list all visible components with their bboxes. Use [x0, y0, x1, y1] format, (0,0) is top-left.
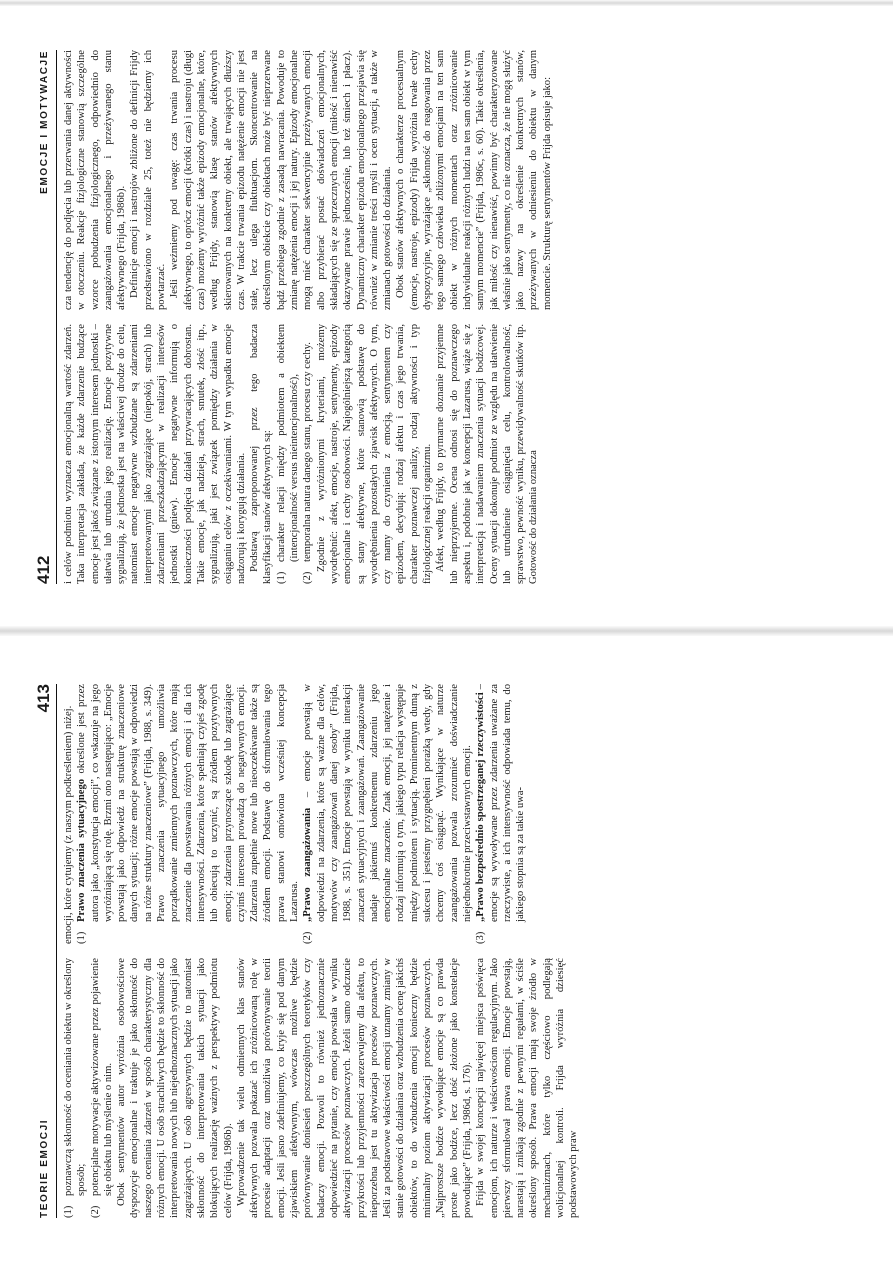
book-page-413 — [0, 640, 893, 1262]
book-gutter — [0, 626, 893, 636]
text-columns — [62, 684, 859, 1218]
list-item-number: (3) — [475, 931, 487, 944]
page-sheet — [34, 684, 859, 1218]
list-item-number: (1) — [63, 1205, 74, 1218]
list-item — [474, 684, 527, 944]
list-item-text — [89, 958, 116, 1196]
list-item — [89, 958, 116, 1218]
list-item — [301, 684, 474, 944]
list-item-body: potencjalne motywacje aktywizowane przez pojawienie się obiektu lub myślenie o nim. — [89, 958, 114, 1196]
page-number: 412 — [34, 555, 53, 584]
list-item-text — [301, 324, 314, 562]
list-item — [301, 324, 314, 584]
list-item-text — [275, 324, 302, 562]
book-page-412 — [0, 6, 893, 628]
list-item — [75, 684, 301, 944]
paragraph: Wprowadzenie tak wielu odmiennych klas stanów afektywnych pozwala pokazać ich zróżnicowaną rolę w procesie adaptacji oraz umożliwia porównywanie teorii emocji. Jeśli jasno zdefiniujemy, co kryje się pod danym zjawiskiem afektywnym, wówczas możliwe będzie porównywanie doniesień poszczególnych teoretyków czy badaczy emocji. Pozwoli to również jednoznacznie odpowiedzieć na pytanie, czy emocja powstała w wyniku aktywizacji procesów poznawczych. Jeżeli samo odczucie przykrości lub przyjemności zarezerwujemy dla afektu, to nieporzebna jest tu aktywizacja procesów poznawczych. Jeśli za podstawowe właściwości emocji uznamy zmiany w stanie gotowości do działania oraz wzbudzenia ocenę jakichś obiektów, to do wzbudzenia emocji konieczny będzie minimalny poziom aktywizacji procesów poznawczych. „Najprostsze bodźce wywołujące emocje są co prawda proste jako bodźce, lecz dość złożone jako konstelacje powodujące” (Frijda, 1986d, s. 176). — [235, 958, 473, 1218]
text-column-right — [62, 684, 859, 944]
list-item-number: (1) — [76, 931, 88, 944]
law-name: Prawo znaczenia sytuacyjnego — [76, 778, 88, 922]
list-item-body: – emocje są wywoływane przez zdarzenia uważane za rzeczywiste, a ich intensywność odpowiada temu, do jakiego stopnia są za takie uwa- — [475, 684, 527, 922]
text-column-right — [62, 50, 859, 310]
list-item-number: (2) — [89, 1205, 101, 1218]
list-item-text — [75, 684, 301, 922]
page-number: 413 — [34, 684, 53, 713]
list-item-number: (2) — [302, 571, 314, 584]
paragraph: cza tendencję do podjęcia lub przerwania danej aktywności w otoczeniu. Reakcje fizjologiczne stanowią szczególne wzorce pobudzenia fizjologicznego, odpowiednio do zaangażowania emocjonalnego i przeżywanego stanu afektywnego (Frijda, 1986b). — [63, 50, 128, 310]
running-head — [34, 684, 57, 1218]
law-name: „Prawo bezpośrednio spostrzeganej rzeczywistości — [475, 692, 487, 922]
paragraph: Obok sentymentów autor wyróżnia osobowościowe dyspozycje emocjonalne i traktuje je jako skłonność do naszego oceniania zdarzeń w sposób charakterystyczny dla różnych emocji. U osób strachliwych będzie to skłonność do interpretowania nowych lub niejednoznacznych sytuacji jako zagrażających. U osób agresywnych będzie to natomiast skłonność do interpretowania takich sytuacji jako blokujących realizację ważnych z perspektywy podmiotu celów (Frijda, 1986b). — [116, 958, 234, 1218]
page-sheet — [34, 50, 859, 584]
law-name: „Prawo zaangażowania — [302, 807, 314, 922]
paragraph: Podstawą zaproponowanej przez tego badacza klasyfikacji stanów afektywnych są: — [249, 324, 274, 584]
list-item-number: (1) — [275, 571, 287, 584]
paragraph: Jeśli weźmiemy pod uwagę: czas trwania procesu afektywnego, to oprócz emocji (krótki czas) i nastroju (długi czas) możemy wyróżnić także epizody emocjonalne, które, według Frijdy, stanowią klasę stanów afektywnych skierowanych na konkretny obiekt, ale trwających dłuższy czas. W trakcie trwania epizodu natężenie emocji nie jest stałe, lecz ulega fluktuacjom. Skoncentrowanie na określonym obiekcie czy obiektach może być nieprzerwane bądź przebiega zgodnie z zasadą nawracania. Powoduje to zmianę natężenia emocji i jej natury. Epizody emocjonalne mogą mieć charakter sekwencyjnie przeżywanych emocji albo przybierać postać doświadczeń emocjonalnych, składających się ze sprzecznych emocji (miłość i nienawiść okazywane prawie jednocześnie, lub też śmiech i płacz). Dynamiczny charakter epizodu emocjonalnego przejawia się również w zmianie treści myśli i ocen sytuacji, a także w zmianach gotowości do działania. — [169, 50, 394, 310]
paragraph: Afekt, według Frijdy, to pyrmarne doznanie przyjemne lub nieprzyjemne. Ocena odnosi się do poznawczego aspektu i, podobnie jak w koncepcji Lazarusa, wiąże się z interpretacją i nadawaniem znaczenia sytuacji bodźcowej. Oceny sytuacji dokonuje podmiot ze względu na ułatwienie lub utrudnienie osiągnięcia celu, kontrolowalność, sprawstwo, pewność wyniku, przewidywalność skutków itp. Gotowość do działania oznacza — [435, 324, 540, 584]
rotated-page-content — [0, 6, 893, 628]
list-item-body: – emocje powstają w odpowiedzi na zdarzenia, które są ważne dla celów, motywów czy zaangażowań danej osoby” (Frijda, 1988, s. 351). Emocje powstają w wyniku interakcji znaczeń sytuacyjnych i zaangażowań. Zaangażowanie nadaje jakiemuś konkretnemu zdarzeniu jego emocjonalne znaczenie. Znak emocji, jej natężenie i rodzaj informują o tym, jakiego typu relacja występuje między podmiotem i sytuacją. Prominentnym dumą z sukcesu i jesteśmy przygnębieni porażką wtedy, gdy chcemy coś osiągnąć. Wynikające w naturze zaangażowania pozwala zrozumieć doświadczanie niejednokrotnie przeciwstawnych emocji. — [302, 684, 473, 922]
list-item — [275, 324, 302, 584]
list-item-body: charakter relacji między podmiotem a obiektem (intencjonalność versus nieintencjonalność), — [275, 324, 301, 562]
running-head — [34, 50, 57, 584]
paragraph: Frijda w swojej koncepcji najwięcej miejsca poświęca emocjom, ich naturze i właściwościom regulacyjnym. Jako pierwszy sformułował prawa emocji. Emocje powstają, narastają i znikają zgodnie z pewnymi regułami, w ściśle określony sposób. Prawa emocji mają swoje źródło w mechanizmach, które tylko częściowo podlegają wolicjonalnej kontroli. Frijda wyróżnia dziesięć podstawowych praw — [475, 958, 580, 1218]
list-item-body: określone jest przez autora jako „konstytucja emocji”, co wskazuje na jego wyróżniającą się rolę. Brzmi ono następująco: „Emocje powstają jako odpowiedź na strukturę znaczeniowe danych sytuacji; różne emocje powstają w odpowiedzi na różne struktury znaczeniowe” (Frijda, 1988, s. 349). Prawo znaczenia sytuacyjnego umożliwia porządkowanie zmiennych poznawczych, które mają znaczenie dla powstawania różnych emocji i dla ich intensywności. Zdarzenia, które spełniają czyjeś zgodę lub obiecują to uczynić, są źródłem pozytywnych emocji; zdarzenia przynoszące szkodę lub zagrażające czyimś interesom prowadzą do negatywnych emocji. Zdarzenia zupełnie nowe lub nieoczekiwane także są źródłem emocji. Podstawę do sformułowania tego prawa stanowi omówiona wcześniej koncepcja Lazarusa. — [76, 684, 301, 922]
paragraph: Definicje emocji i nastrojów zbliżone do definicji Frijdy przedstawiono w rozdziale 25, toteż nie będziemy ich powtarzać. — [129, 50, 168, 310]
running-title: EMOCJE I MOTYWACJE — [39, 50, 50, 194]
list-item — [62, 958, 89, 1218]
list-item-text — [301, 684, 474, 922]
list-item-text — [474, 684, 527, 922]
running-title: TEORIE EMOCJI — [39, 1118, 50, 1218]
list-item-body: temporalna natura danego stanu, procesu czy cechy. — [302, 342, 314, 562]
list-item-text — [62, 958, 89, 1196]
list-item-body: poznawczą skłonność do oceniania obiektu w określony sposób; — [63, 958, 88, 1196]
text-columns — [62, 50, 859, 584]
paragraph: Zgodnie z wyróżnionymi kryteriami, możemy wyodrębnić: afekt, emocje, nastroje, sentymenty, epizody emocjonalne i cechy osobowości. Najogólniejszą kategorią są stany afektywne, które stanowią podstawę do wyodrębnienia pozostałych zjawisk afektywnych. O tym, czy mamy do czynienia z emocją, sentymentem czy epizodem, decydują: rodzaj afektu i czas jego trwania, charakter poznawczej analizy, rodzaj aktywności i typ fizjologicznej reakcji organizmu. — [315, 324, 434, 584]
rotated-page-content — [0, 640, 893, 1262]
paragraph: i celów podmiotu wyznacza emocjonalną wartość zdarzeń. Taka interpretacja zakłada, że każde zdarzenie budzące emocje jest jakoś związane z istotnym interesem jednostki – ułatwia lub utrudnia jego realizację. Emocje pozytywne sygnalizują, że jednostka jest na właściwej drodze do celu, natomiast emocje negatywne wzbudzane są zdarzeniami interpretowanymi jako zagrażające (niepokój, strach) lub zdarzeniami przeszkadzającymi w realizacji interesów jednostki (gniew). Emocje negatywne informują o konieczności podjęcia działań przywracających dobrostan. Takie emocje, jak nadzieja, strach, smutek, złość itp., sygnalizują, jaki jest związek pomiędzy działania w osiąganiu celów z oczekiwaniami. W tym wypadku emocje nadzorują i korygują działania. — [63, 324, 247, 584]
list-item-number: (2) — [302, 931, 314, 944]
paragraph: Obok stanów afektywnych o charakterze procesualnym (emocje, nastroje, epizody) Frijda wyróżnia trwałe cechy dyspozycyjne, wyrażające „skłonność do reagowania przez tego samego człowieka zbliżonymi emocjami na ten sam obiekt w różnych momentach oraz zróżnicowanie indywidualne reakcji różnych ludzi na ten sam obiekt w tym samym momencie” (Frijda, 1986c, s. 60). Takie określenia, jak miłość czy nienawiść, powinny być charakteryzowane właśnie jako sentymenty, co nie oznacza, że nie mogą służyć jako nazwy na określenie konkretnych stanów, przeżywanych w odniesieniu do obiektu w danym momencie. Strukturę sentymentów Frijda opisuje jako: — [395, 50, 553, 310]
text-column-left — [62, 958, 859, 1218]
text-column-left — [62, 324, 859, 584]
paragraph: emocji, które cytujemy (z naszym podkreśleniem) niżej. — [63, 705, 74, 944]
